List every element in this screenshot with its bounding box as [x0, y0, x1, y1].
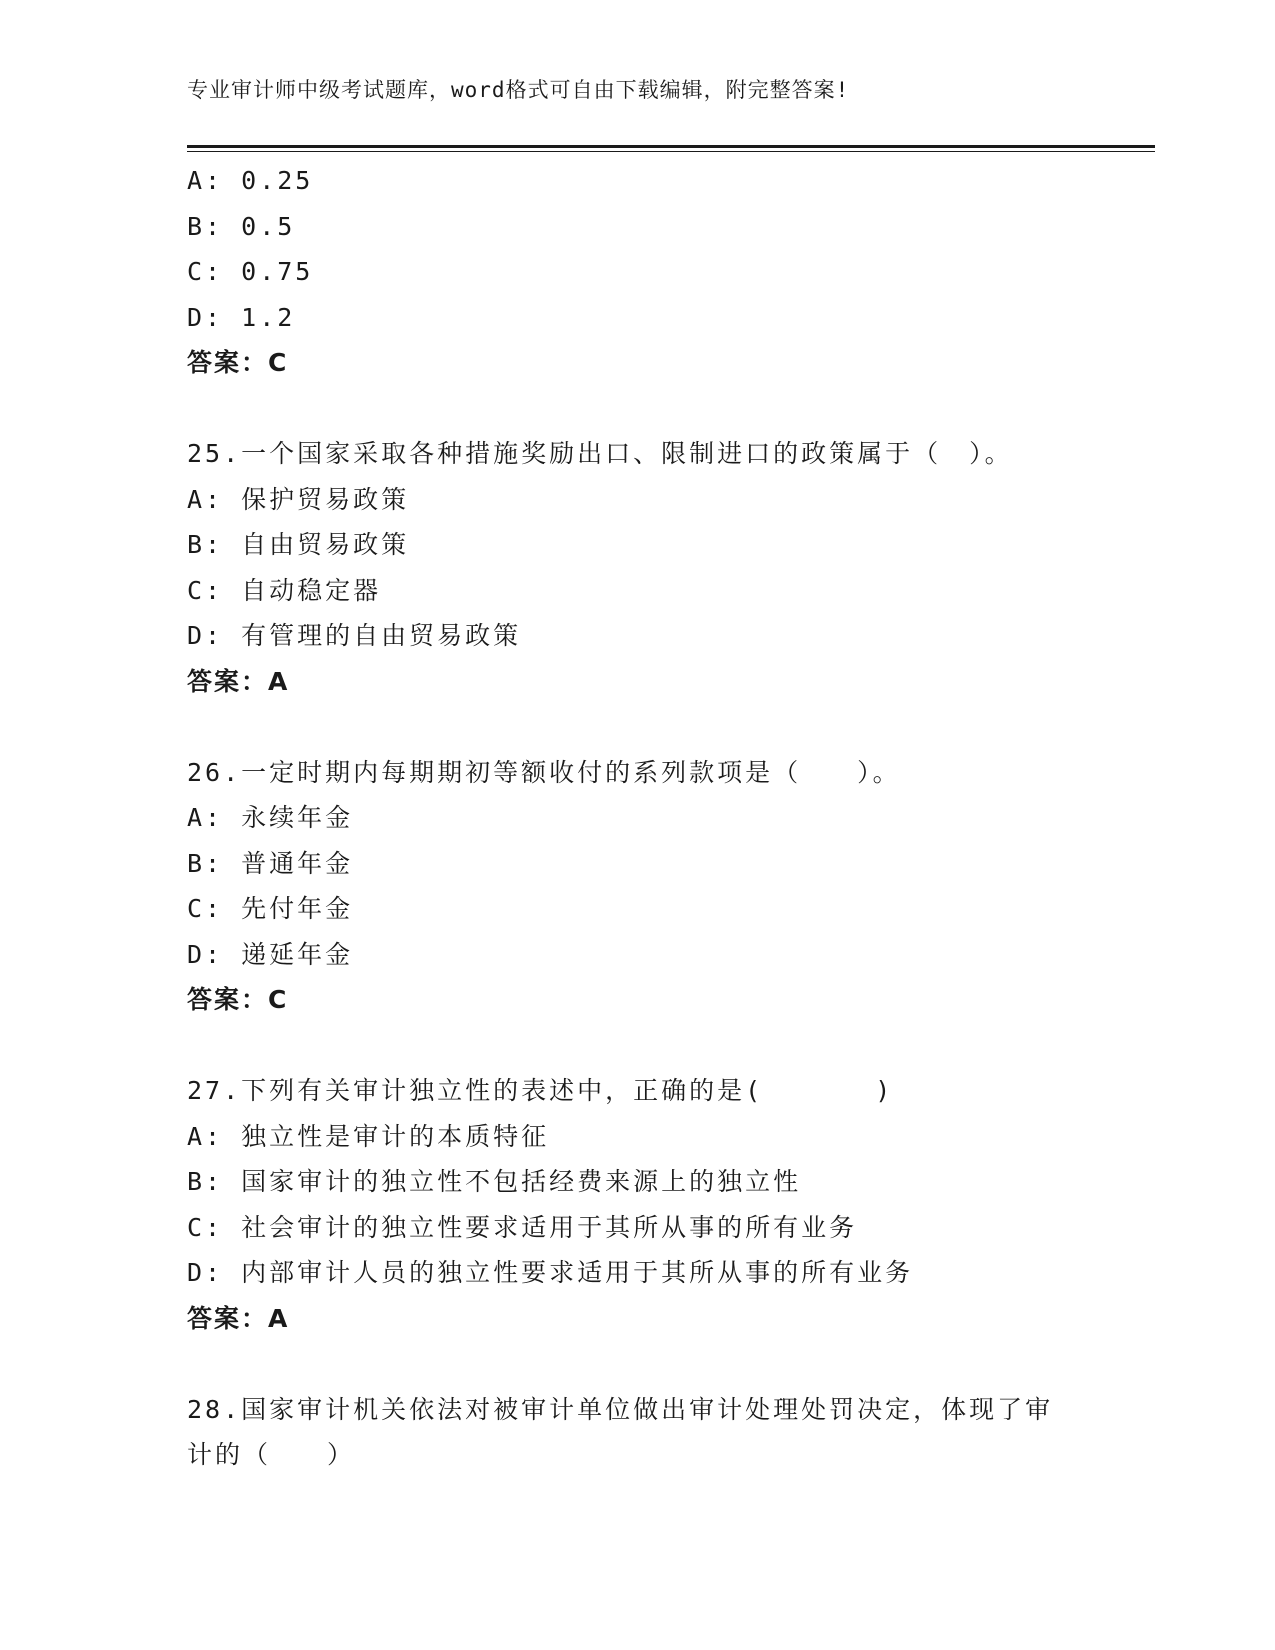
- option-c: C: 自动稳定器: [187, 575, 382, 605]
- answer: 答案：C: [187, 348, 289, 377]
- header-rule-thin: [187, 151, 1155, 152]
- option-b: B: 0.5: [187, 211, 296, 241]
- option-d: D: 递延年金: [187, 939, 354, 969]
- option-d: D: 内部审计人员的独立性要求适用于其所从事的所有业务: [187, 1258, 914, 1287]
- answer: 答案：C: [187, 985, 289, 1014]
- question-26: [187, 750, 1087, 1023]
- option-d: D: 1.2: [187, 302, 296, 332]
- option-c: C: 先付年金: [187, 894, 354, 923]
- option-b: B: 普通年金: [187, 848, 354, 878]
- option-a: A: 保护贸易政策: [187, 484, 410, 514]
- question-24-continued: [187, 158, 1087, 386]
- option-b: B: 国家审计的独立性不包括经费来源上的独立性: [187, 1167, 802, 1196]
- question-stem: 25.一个国家采取各种措施奖励出口、限制进口的政策属于（ ）。: [187, 439, 1013, 468]
- question-stem: 26.一定时期内每期期初等额收付的系列款项是（ ）。: [187, 757, 901, 787]
- question-list: [187, 158, 1087, 1478]
- header-rule-thick: [187, 145, 1155, 148]
- question-stem: 27.下列有关审计独立性的表述中，正确的是( ): [187, 1076, 894, 1105]
- question-25: [187, 431, 1087, 704]
- answer: 答案：A: [187, 1303, 290, 1333]
- option-a: A: 永续年金: [187, 803, 354, 832]
- option-b: B: 自由贸易政策: [187, 530, 410, 559]
- option-a: A: 0.25: [187, 166, 314, 195]
- page-header: 专业审计师中级考试题库，word格式可自由下载编辑，附完整答案!: [187, 78, 850, 102]
- question-27: [187, 1068, 1087, 1341]
- answer: 答案：A: [187, 666, 290, 696]
- option-c: C: 0.75: [187, 257, 314, 286]
- question-28: [187, 1387, 1087, 1478]
- question-stem-line-1: 28.国家审计机关依法对被审计单位做出审计处理处罚决定，体现了审: [187, 1394, 1054, 1424]
- option-a: A: 独立性是审计的本质特征: [187, 1121, 550, 1151]
- option-d: D: 有管理的自由贸易政策: [187, 621, 522, 650]
- option-c: C: 社会审计的独立性要求适用于其所从事的所有业务: [187, 1212, 858, 1242]
- question-stem-line-2: 计的（ ）: [187, 1440, 356, 1469]
